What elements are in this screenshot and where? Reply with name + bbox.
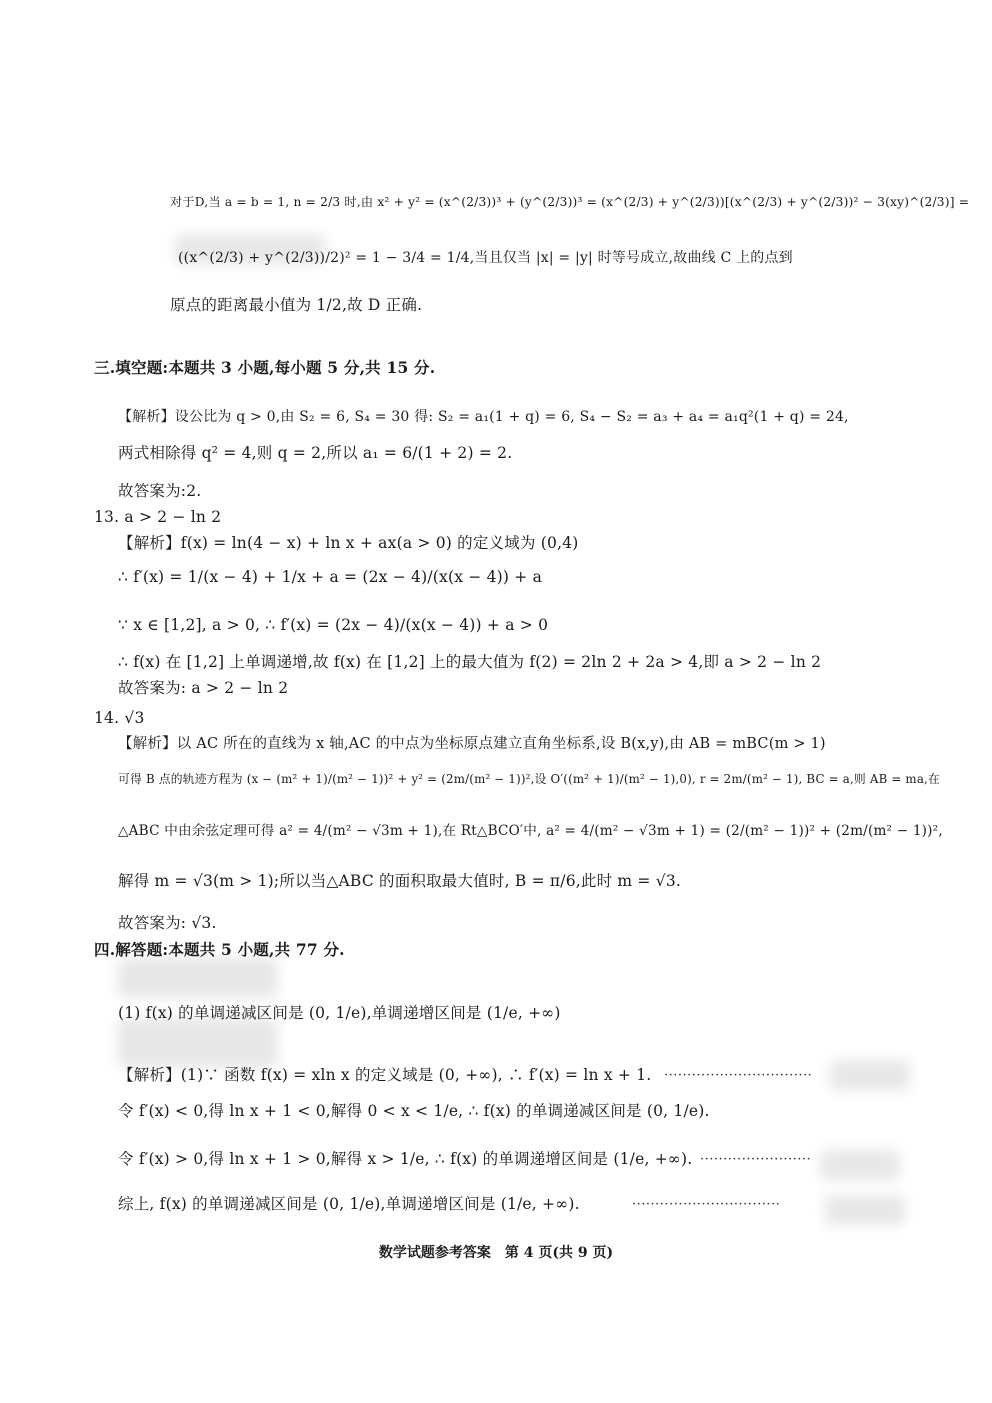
blurred-area <box>118 1018 278 1068</box>
text-line: 解得 m = √3(m > 1);所以当△ABC 的面积取最大值时, B = π/6,此时 m = √3. <box>118 872 682 890</box>
question-number: 14. √3 <box>94 709 145 727</box>
text-line: 【解析】(1)∵ 函数 f(x) = xln x 的定义域是 (0, +∞), ∴ f′(x) = ln x + 1. <box>118 1066 652 1084</box>
text-line: 故答案为: √3. <box>118 914 217 932</box>
question-number: 13. a > 2 − ln 2 <box>94 508 222 526</box>
text-line: 两式相除得 q² = 4,则 q = 2,所以 a₁ = 6/(1 + 2) = 2. <box>118 444 513 462</box>
text-line: 故答案为:2. <box>118 482 202 500</box>
section-heading: 四.解答题:本题共 5 小题,共 77 分. <box>94 940 345 959</box>
page-footer: 数学试题参考答案 第 4 页(共 9 页) <box>378 1245 614 1261</box>
leader-dots: ································ <box>632 1197 781 1212</box>
text-line: 令 f′(x) > 0,得 ln x + 1 > 0,解得 x > 1/e, ∴ f(x) 的单调递增区间是 (1/e, +∞). <box>118 1150 693 1168</box>
blurred-area <box>118 958 278 998</box>
blurred-area <box>830 1060 910 1090</box>
blurred-area <box>825 1195 905 1225</box>
text-line: 【解析】f(x) = ln(4 − x) + ln x + ax(a > 0) 的定义域为 (0,4) <box>118 534 579 552</box>
text-line: 故答案为: a > 2 − ln 2 <box>118 679 289 697</box>
blurred-area <box>820 1150 900 1180</box>
text-line: 对于D,当 a = b = 1, n = 2/3 时,由 x² + y² = (x^(2/3))³ + (y^(2/3))³ = (x^(2/3) + y^(2/3))[(x^(2/3) + y^(2/3))² − 3(xy)^(2/3)] = <box>170 195 970 209</box>
text-line: 【解析】以 AC 所在的直线为 x 轴,AC 的中点为坐标原点建立直角坐标系,设 B(x,y),由 AB = mBC(m > 1) <box>118 736 826 752</box>
text-line: ∴ f′(x) = 1/(x − 4) + 1/x + a = (2x − 4)/(x(x − 4)) + a <box>118 568 543 586</box>
leader-dots: ································ <box>664 1068 813 1083</box>
text-line: △ABC 中由余弦定理可得 a² = 4/(m² − √3m + 1),在 Rt△BCO′中, a² = 4/(m² − √3m + 1) = (2/(m² − 1))² + (2m/(m² − 1))², <box>118 823 943 839</box>
text-line: 可得 B 点的轨迹方程为 (x − (m² + 1)/(m² − 1))² + y² = (2m/(m² − 1))²,设 O′((m² + 1)/(m² − 1),0), r = 2m/(m² − 1), BC = a,则 AB = ma,在 <box>118 772 940 786</box>
text-line: ∵ x ∈ [1,2], a > 0, ∴ f′(x) = (2x − 4)/(x(x − 4)) + a > 0 <box>118 616 549 634</box>
section-heading: 三.填空题:本题共 3 小题,每小题 5 分,共 15 分. <box>94 358 436 377</box>
text-line: 综上, f(x) 的单调递减区间是 (0, 1/e),单调递增区间是 (1/e, +∞). <box>118 1195 580 1213</box>
text-line: 原点的距离最小值为 1/2,故 D 正确. <box>170 296 423 314</box>
text-line: (1) f(x) 的单调递减区间是 (0, 1/e),单调递增区间是 (1/e, +∞) <box>118 1004 561 1022</box>
text-line: ∴ f(x) 在 [1,2] 上单调递增,故 f(x) 在 [1,2] 上的最大值为 f(2) = 2ln 2 + 2a > 4,即 a > 2 − ln 2 <box>118 653 822 671</box>
text-line: 【解析】设公比为 q > 0,由 S₂ = 6, S₄ = 30 得: S₂ = a₁(1 + q) = 6, S₄ − S₂ = a₃ + a₄ = a₁q²(1 + q) = 24, <box>118 409 849 425</box>
leader-dots: ························ <box>700 1152 812 1167</box>
text-line: 令 f′(x) < 0,得 ln x + 1 < 0,解得 0 < x < 1/e, ∴ f(x) 的单调递减区间是 (0, 1/e). <box>118 1102 710 1120</box>
text-line: ((x^(2/3) + y^(2/3))/2)² = 1 − 3/4 = 1/4,当且仅当 |x| = |y| 时等号成立,故曲线 C 上的点到 <box>178 250 793 266</box>
